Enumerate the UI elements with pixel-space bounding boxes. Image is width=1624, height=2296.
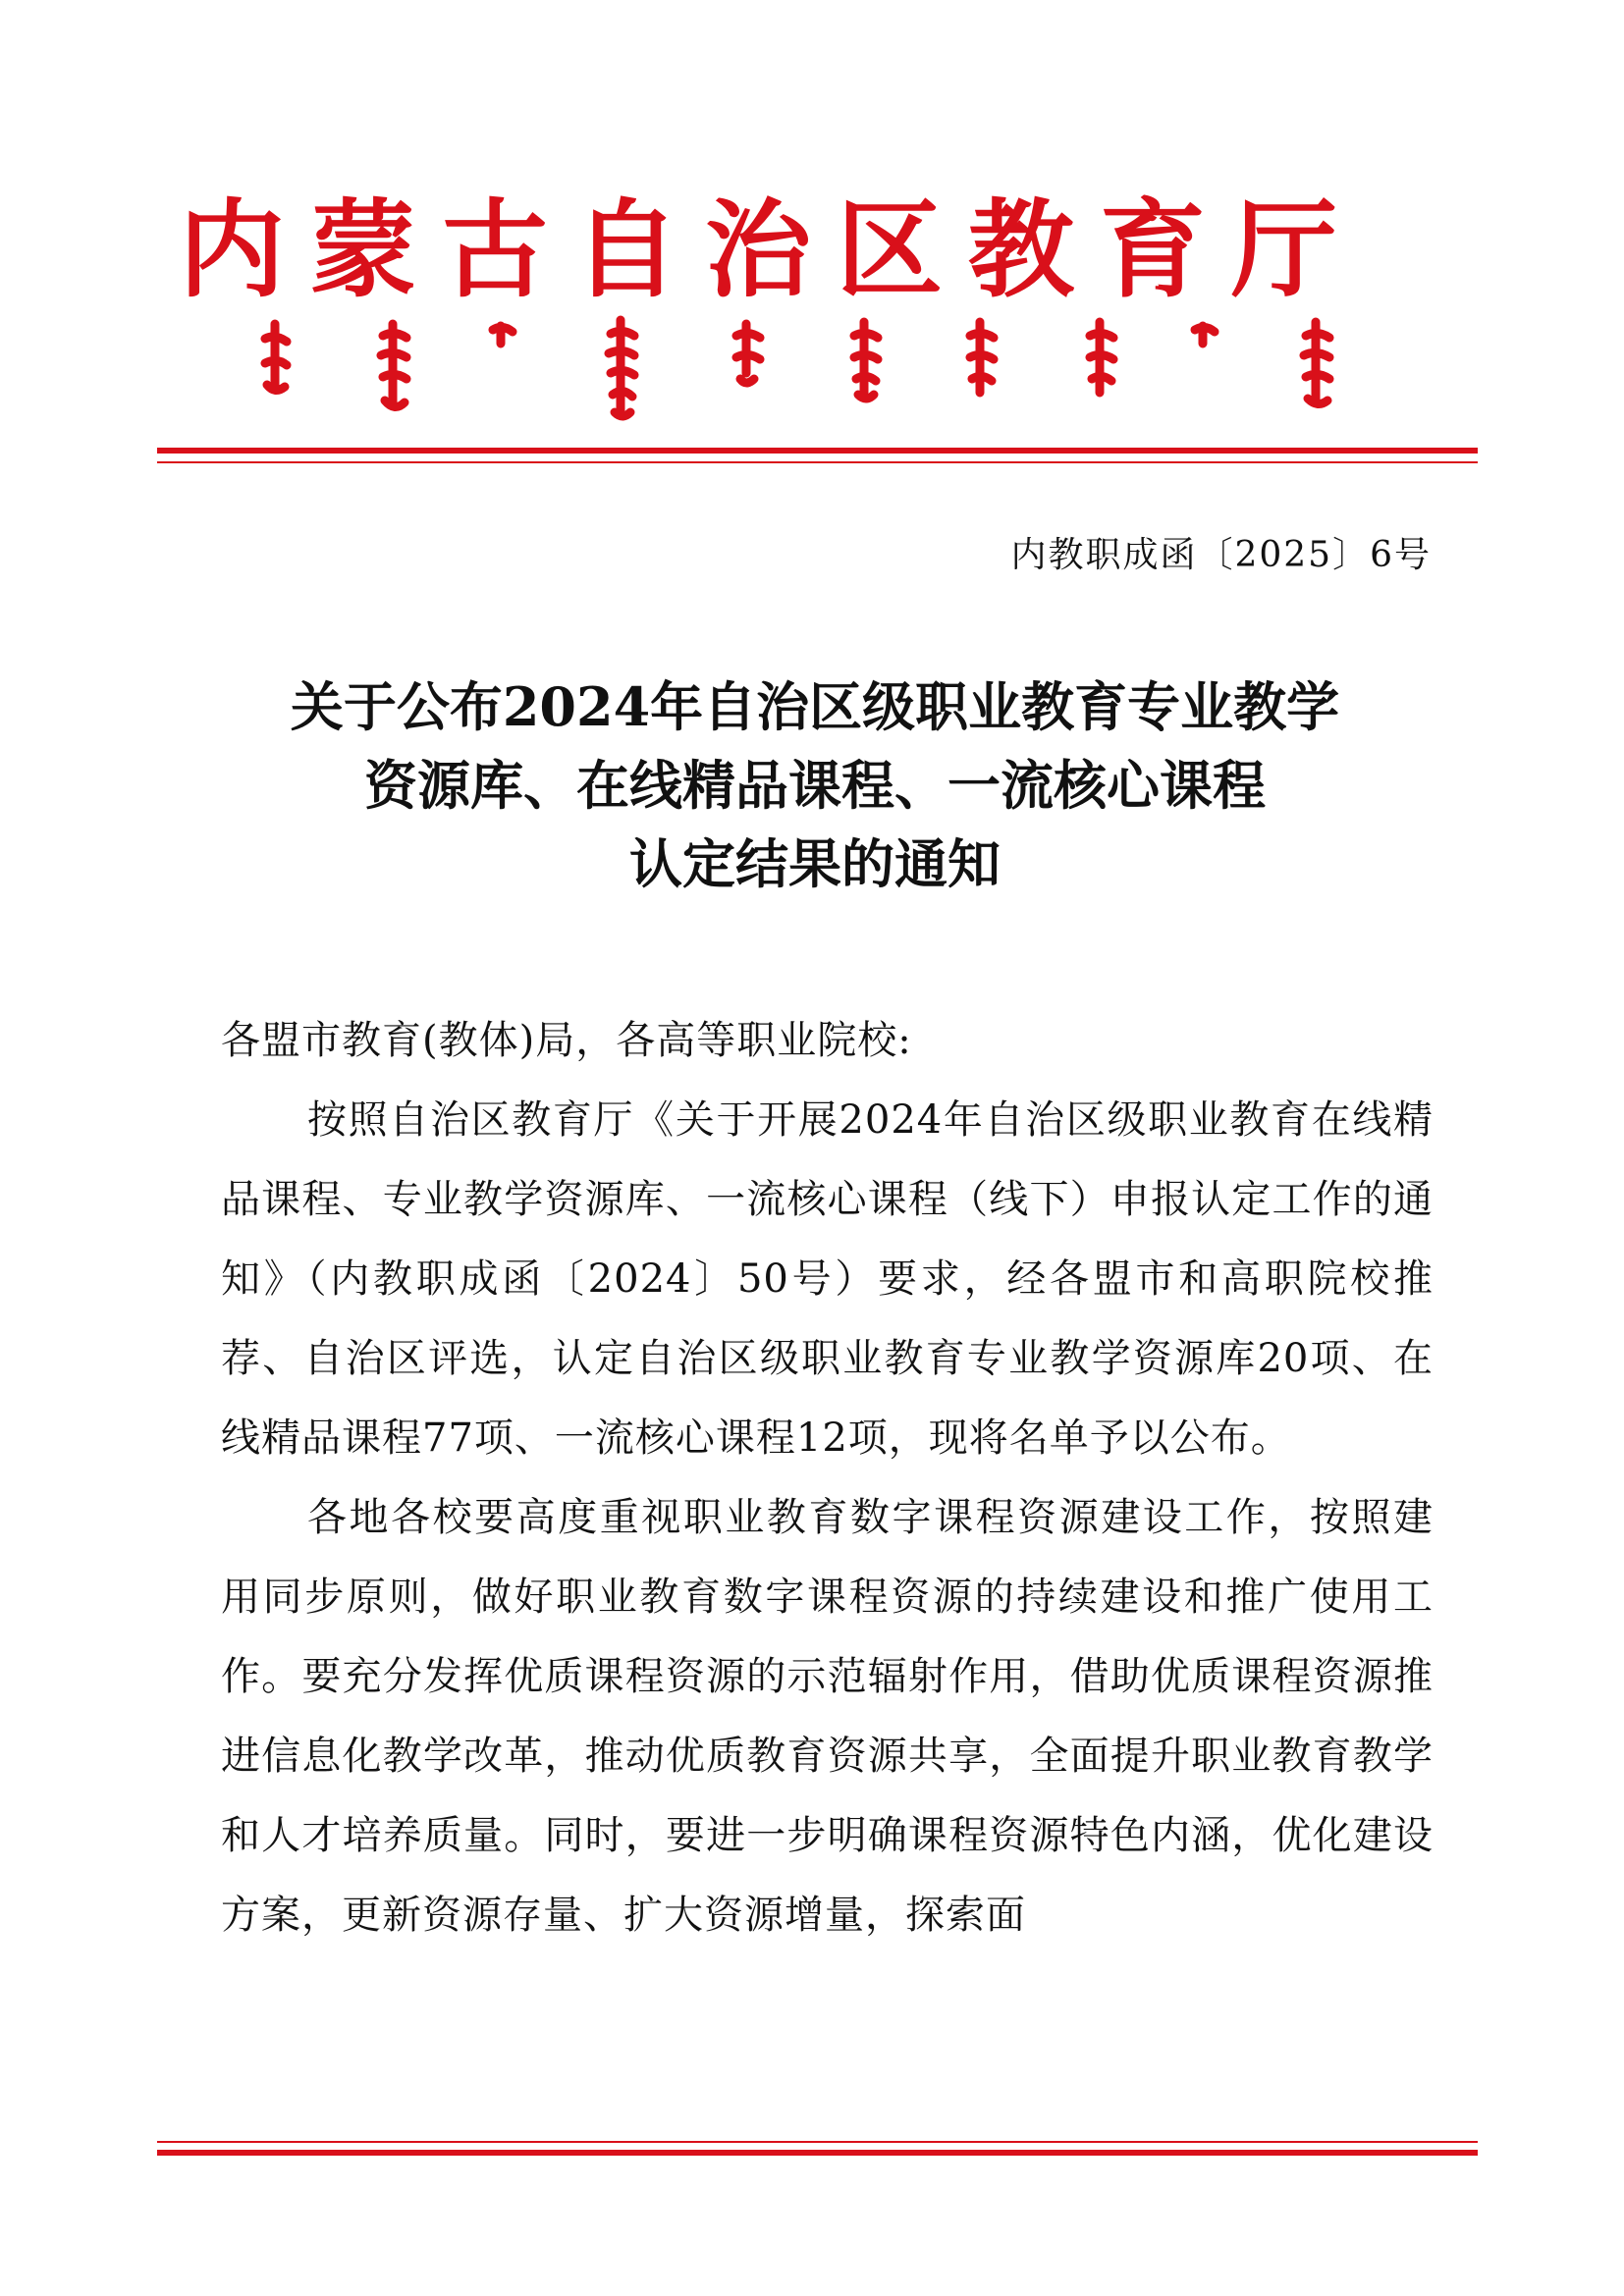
title-line-2: 资源库、在线精品课程、一流核心课程: [364, 754, 1266, 817]
body-paragraph-1: 按照自治区教育厅《关于开展2024年自治区级职业教育在线精品课程、专业教学资源库、一流核心课程（线下）申报认定工作的通知》（内教职成函〔2024〕50号）要求，经各盟市和高职院校推荐、自治区评选，认定自治区级职业教育专业教学资源库20项、在线精品课程77项、一流核心课程12项，现将名单予以公布。: [221, 1097, 1434, 1461]
body-paragraph-2: 各地各校要高度重视职业教育数字课程资源建设工作，按照建用同步原则，做好职业教育数字课程资源的持续建设和推广使用工作。要充分发挥优质课程资源的示范辐射作用，借助优质课程资源推进信息化教学改革，推动优质教育资源共享，全面提升职业教育教学和人才培养质量。同时，要进一步明确课程资源特色内涵，优化建设方案，更新资源存量、扩大资源增量，探索面: [221, 1495, 1434, 1938]
footer-rule-thin: [157, 2141, 1478, 2143]
title-line-1: 关于公布2024年自治区级职业教育专业教学: [290, 675, 1340, 738]
header-rule-thin: [157, 461, 1478, 463]
document-body: [221, 1001, 1434, 1955]
document-title: [157, 667, 1473, 903]
title-line-3: 认定结果的通知: [629, 832, 1001, 895]
salutation: 各盟市教育(教体)局，各高等职业院校:: [221, 1018, 912, 1063]
document-number: 内教职成函〔2025〕6号: [1010, 535, 1432, 575]
footer-rule-thick: [157, 2150, 1478, 2156]
org-name-heading: 内蒙古自治区教育厅: [178, 189, 1363, 312]
mongolian-script-icon: [236, 314, 1365, 422]
header-rule-thick: [157, 448, 1478, 454]
